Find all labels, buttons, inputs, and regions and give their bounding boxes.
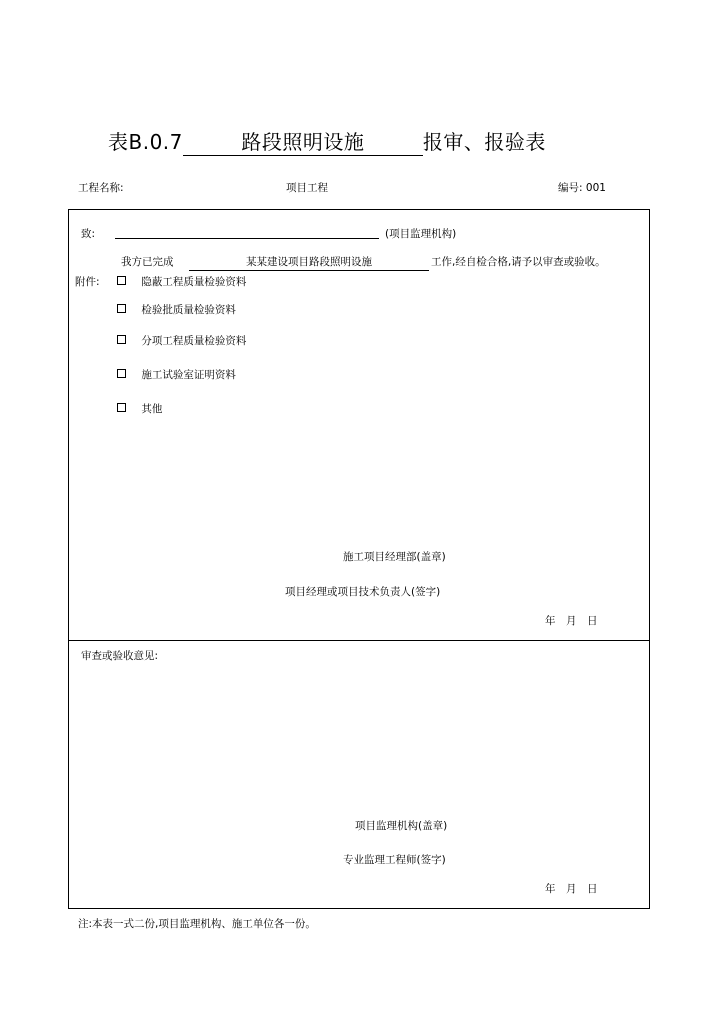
form-title-suffix: 报审、报验表: [422, 130, 546, 154]
serial-label: 编号:: [558, 182, 583, 194]
attachment-label: 检验批质量检验资料: [141, 304, 236, 316]
attachment-item: [117, 401, 162, 416]
attachment-item: [117, 367, 236, 382]
contractor-signer: 项目经理或项目技术负责人(签字): [285, 586, 441, 598]
form-title: [108, 126, 546, 156]
attachments-label: 附件:: [75, 276, 100, 288]
date-top: 年 月 日: [545, 615, 598, 627]
supervisor-org-stamp: 项目监理机构(盖章): [355, 820, 448, 832]
date-bottom: 年 月 日: [545, 883, 598, 895]
attachment-item: [117, 302, 236, 317]
attachment-label: 分项工程质量检验资料: [141, 335, 247, 347]
attachment-item: [117, 274, 246, 289]
completed-work[interactable]: 某某建设项目路段照明设施: [189, 254, 429, 271]
to-label: 致:: [81, 228, 96, 240]
attachment-item: [117, 333, 246, 348]
serial-number: [558, 180, 606, 195]
checkbox[interactable]: [117, 403, 126, 412]
checkbox[interactable]: [117, 369, 126, 378]
form-title-prefix: 表B.0.7: [108, 130, 183, 154]
form-title-project: 路段照明设施: [183, 126, 423, 156]
serial-value: 001: [585, 182, 606, 194]
attachment-label: 施工试验室证明资料: [141, 369, 236, 381]
completed-suffix: 工作,经自检合格,请予以审查或验收。: [431, 256, 606, 268]
review-label: 审查或验收意见:: [81, 650, 159, 662]
footnote: 注:本表一式二份,项目监理机构、施工单位各一份。: [78, 918, 316, 930]
contractor-dept-stamp: 施工项目经理部(盖章): [343, 551, 446, 563]
to-suffix: (项目监理机构): [385, 228, 457, 240]
completed-prefix: 我方已完成: [121, 256, 174, 268]
section-divider: [69, 640, 649, 641]
checkbox[interactable]: [117, 304, 126, 313]
to-recipient-line[interactable]: [115, 238, 379, 239]
checkbox[interactable]: [117, 335, 126, 344]
checkbox[interactable]: [117, 276, 126, 285]
attachment-label: 其他: [141, 403, 163, 415]
supervisor-signer: 专业监理工程师(签字): [343, 854, 446, 866]
project-name-label: 工程名称:: [78, 182, 124, 194]
form-box: [68, 209, 650, 909]
attachment-label: 隐蔽工程质量检验资料: [141, 276, 247, 288]
project-name-value: 项目工程: [286, 182, 328, 194]
